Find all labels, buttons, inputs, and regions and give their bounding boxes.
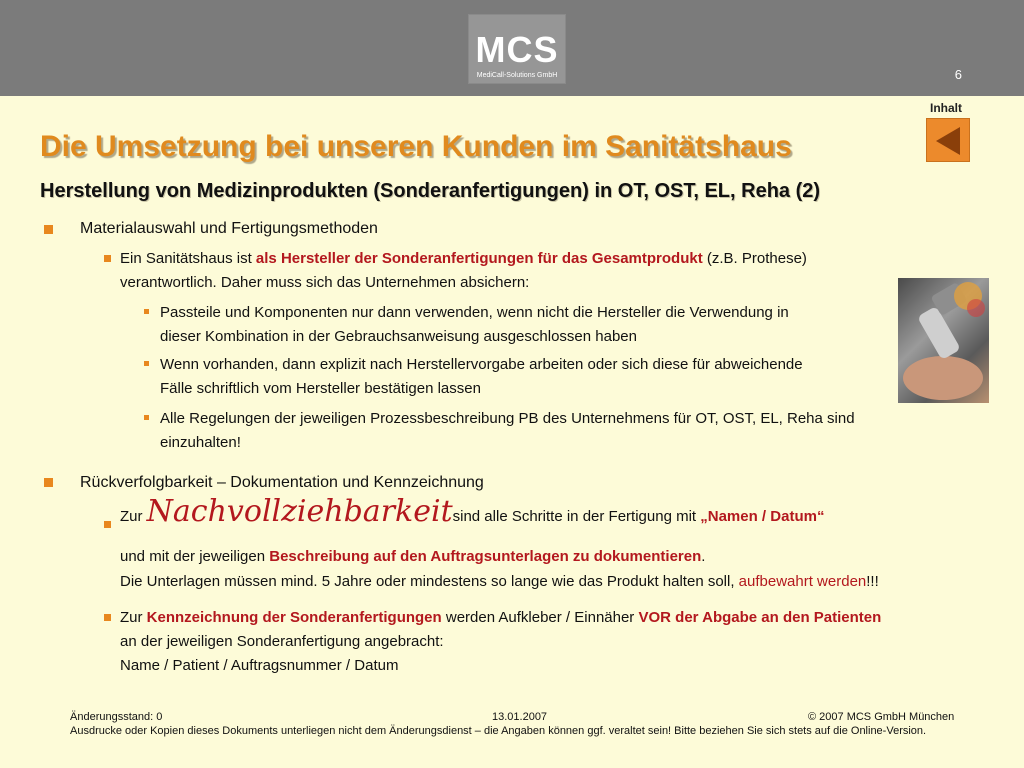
footer-revision: Änderungsstand: 0: [70, 711, 163, 723]
section2-para1-line2: [120, 545, 705, 569]
sub2-line2: Fälle schriftlich vom Hersteller bestätigen lassen: [160, 380, 481, 397]
section2-heading: Rückverfolgbarkeit – Dokumentation und Kennzeichnung: [80, 474, 484, 491]
p2-d: VOR der Abgabe an den Patienten: [638, 609, 882, 626]
section1-paragraph: [120, 247, 807, 271]
footer-date: 13.01.2007: [492, 711, 548, 723]
p1-script-word: Nachvollziehbarkeit: [146, 494, 453, 529]
p1-red: „Namen / Datum“: [700, 508, 825, 525]
p1-line2-c: .: [701, 548, 706, 565]
prosthesis-photo: [898, 278, 989, 403]
p1-line3-c: !!!: [866, 573, 879, 590]
p1-line3-b: aufbewahrt werden: [738, 573, 867, 590]
contents-label: Inhalt: [930, 101, 962, 115]
section2-para1: [120, 494, 825, 529]
bullet-icon: [104, 255, 111, 262]
para1-line2: verantwortlich. Daher muss sich das Unternehmen absichern:: [120, 274, 530, 291]
section1-heading: Materialauswahl und Fertigungsmethoden: [80, 220, 378, 237]
mcs-logo: [468, 14, 566, 84]
p2-c: werden Aufkleber / Einnäher: [441, 609, 639, 626]
sub2-line1: Wenn vorhanden, dann explizit nach Herstellervorgabe arbeiten oder sich diese für abweichende: [160, 356, 803, 373]
p1-zur: Zur: [120, 508, 147, 525]
bullet-icon: [44, 225, 53, 234]
bullet-icon: [104, 614, 111, 621]
bullet-icon: [144, 415, 149, 420]
sub1-line1: Passteile und Komponenten nur dann verwenden, wenn nicht die Hersteller die Verwendung in: [160, 304, 789, 321]
p1-line3-a: Die Unterlagen müssen mind. 5 Jahre oder mindestens so lange wie das Produkt halten soll,: [120, 573, 739, 590]
slide-title: Die Umsetzung bei unseren Kunden im Sanitätshaus: [40, 130, 792, 163]
back-arrow-icon: [936, 127, 960, 155]
footer-disclaimer: Ausdrucke oder Kopien dieses Dokuments unterliegen nicht dem Änderungsdienst – die Angaben können ggf. veraltet sein! Bitte beziehen Sie sich stets auf die Online-Version.: [70, 725, 927, 737]
section2-para1-line3: [120, 570, 879, 594]
header-bar: [0, 0, 1024, 96]
page-number: 6: [954, 67, 962, 82]
logo-text: MCS: [475, 29, 559, 70]
bullet-icon: [144, 361, 149, 366]
slide-subtitle: Herstellung von Medizinprodukten (Sonderanfertigungen) in OT, OST, EL, Reha (2): [40, 180, 821, 202]
p1-line2-a: und mit der jeweiligen: [120, 548, 270, 565]
bullet-icon: [144, 309, 149, 314]
sub1-line2: dieser Kombination in der Gebrauchsanweisung ausgeschlossen haben: [160, 328, 637, 345]
sub3-line2: einzuhalten!: [160, 434, 241, 451]
prosthesis-image-icon: [898, 278, 989, 403]
p1-line2-b: Beschreibung auf den Auftragsunterlagen zu dokumentieren: [269, 548, 702, 565]
para1-text-c: (z.B. Prothese): [702, 250, 807, 267]
contents-back-button[interactable]: [926, 118, 970, 162]
p1-rest: sind alle Schritte in der Fertigung mit: [452, 508, 701, 525]
para1-text-a: Ein Sanitätshaus ist: [120, 250, 256, 267]
p2-line2: an der jeweiligen Sonderanfertigung angebracht:: [120, 633, 444, 650]
sub3-line1: Alle Regelungen der jeweiligen Prozessbeschreibung PB des Unternehmens für OT, OST, EL, Reha sind: [160, 410, 855, 427]
footer-copyright: © 2007 MCS GmbH München: [808, 711, 955, 723]
p2-b: Kennzeichnung der Sonderanfertigungen: [146, 609, 442, 626]
para1-highlight: als Hersteller der Sonderanfertigungen für das Gesamtprodukt: [255, 250, 703, 267]
p2-a: Zur: [120, 609, 147, 626]
bullet-icon: [44, 478, 53, 487]
logo-subtitle: MediCall-Solutions GmbH: [476, 72, 558, 79]
section2-para2: [120, 606, 881, 630]
p2-line3: Name / Patient / Auftragsnummer / Datum: [120, 657, 399, 674]
bullet-icon: [104, 521, 111, 528]
